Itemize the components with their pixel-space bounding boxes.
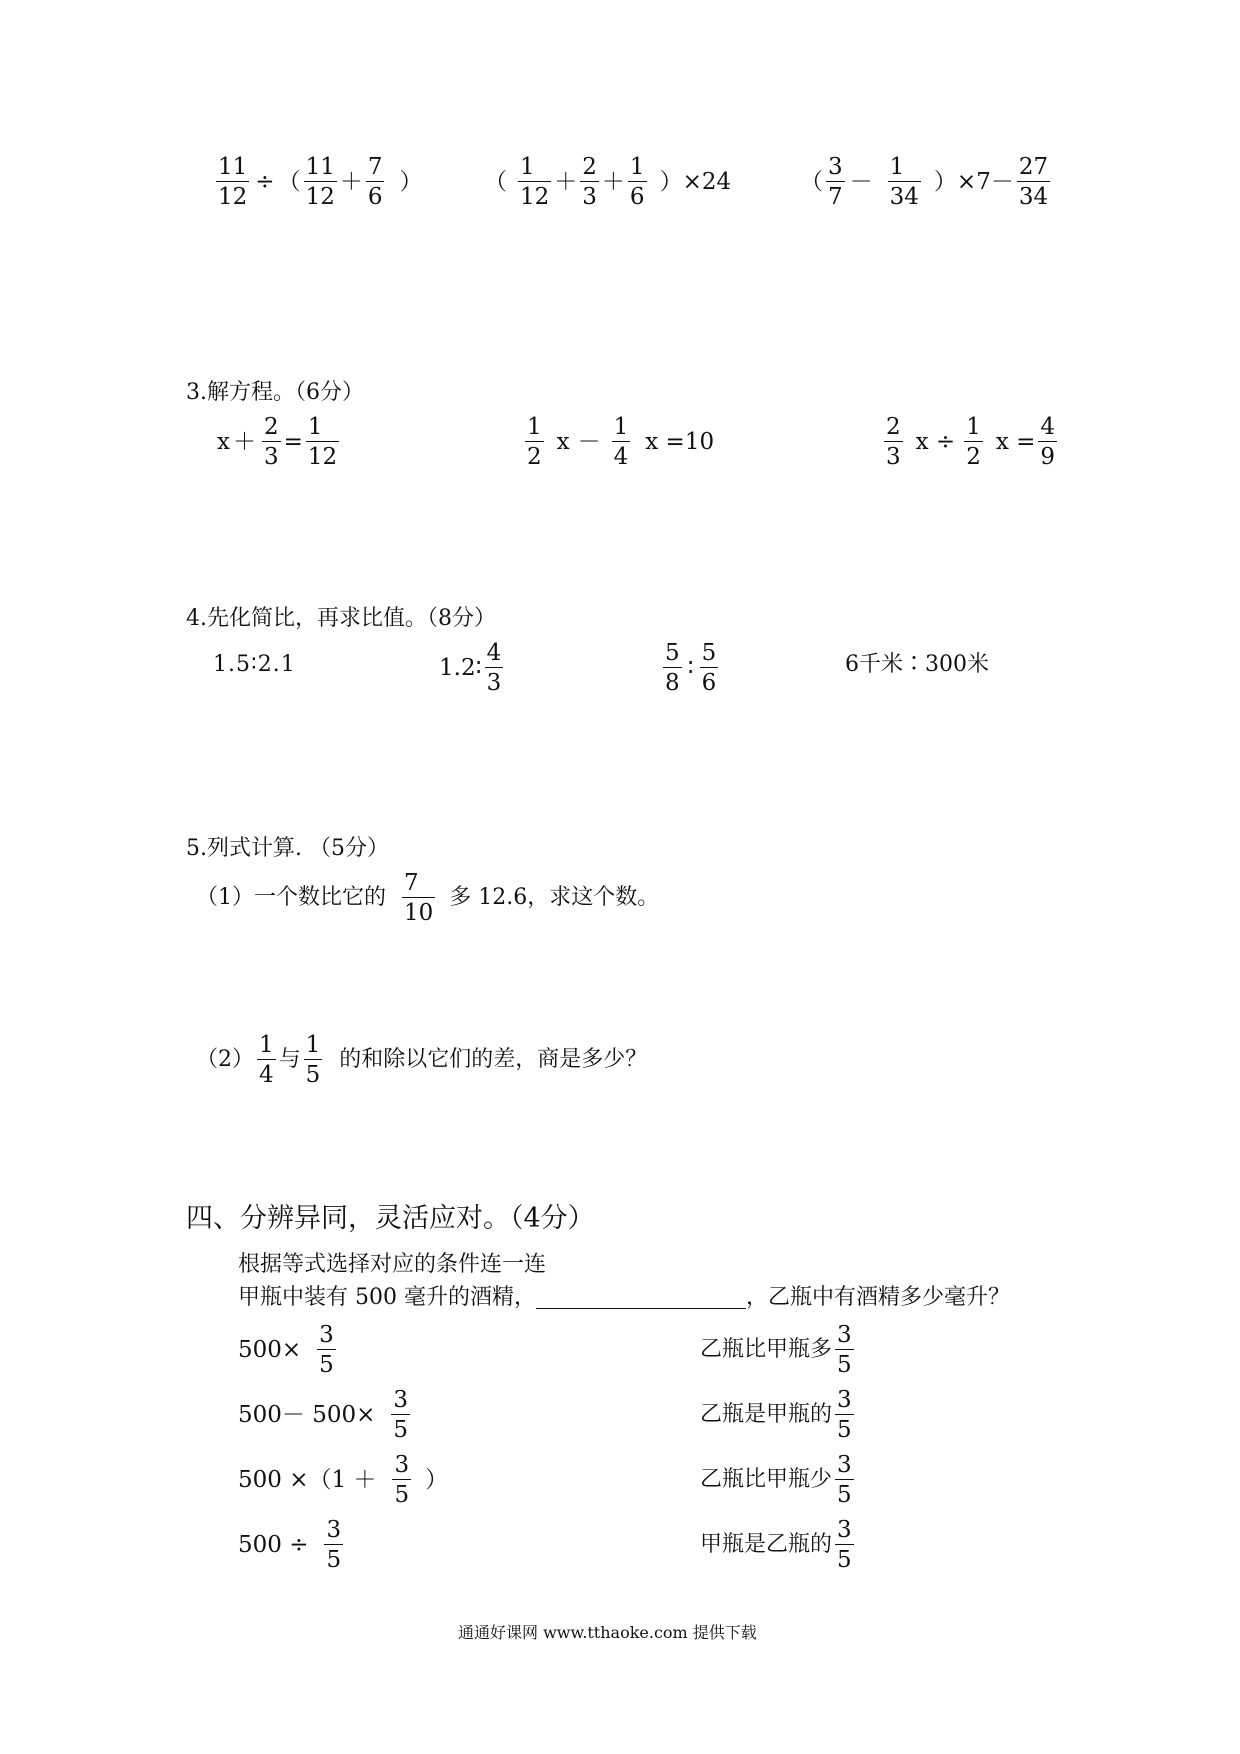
fraction: [835, 1322, 854, 1379]
denominator: 2: [966, 444, 981, 471]
fraction: [964, 414, 983, 471]
fraction: [700, 640, 719, 697]
numerator: 1: [525, 414, 544, 442]
denominator: 5: [326, 1547, 342, 1574]
numerator: 2: [262, 414, 281, 442]
numerator: 4: [1038, 414, 1057, 442]
denominator: 5: [393, 1417, 409, 1444]
part-middle: 与: [278, 1047, 301, 1073]
numerator: 1: [964, 414, 983, 442]
question-lead: 甲瓶中装有 500 毫升的酒精，: [238, 1285, 536, 1310]
denominator: 4: [613, 444, 629, 471]
numerator: 3: [835, 1452, 854, 1480]
fraction: [826, 154, 845, 211]
denominator: 4: [259, 1062, 274, 1089]
denominator: 5: [837, 1352, 852, 1379]
match-right-1: [700, 1322, 857, 1379]
denominator: 6: [701, 670, 717, 697]
fraction: [580, 154, 599, 211]
match-left-4: [238, 1517, 346, 1574]
question-5-part-2: [196, 1032, 647, 1089]
operator: ＋: [601, 168, 625, 195]
condition-text: 乙瓶比甲瓶多: [700, 1337, 833, 1363]
numerator: 11: [216, 154, 249, 182]
denominator: 7: [828, 184, 843, 211]
numerator: 1: [888, 154, 921, 182]
numerator: 3: [324, 1517, 343, 1545]
question-tail: ，乙瓶中有酒精多少毫升？: [745, 1285, 1010, 1310]
denominator: 34: [889, 184, 919, 211]
fraction: [835, 1387, 854, 1444]
expression-tail: ）: [425, 1466, 449, 1493]
ratio-3: [660, 640, 721, 697]
operator: －: [577, 428, 601, 455]
equation-tail: x =10: [645, 428, 715, 455]
fraction: [391, 1387, 410, 1444]
condition-text: 甲瓶是乙瓶的: [700, 1532, 833, 1558]
fraction: [216, 154, 249, 211]
numerator: 4: [485, 640, 504, 668]
denominator: 8: [665, 670, 680, 697]
fraction: [884, 414, 903, 471]
ratio-lead: 1.2∶: [439, 654, 482, 681]
fraction: [306, 414, 339, 471]
denominator: 3: [886, 444, 901, 471]
equation-middle: x ÷: [915, 428, 956, 455]
denominator: 12: [218, 184, 248, 211]
numerator: 1: [306, 414, 339, 442]
ratio-colon: ∶: [687, 654, 694, 681]
fraction: [612, 414, 631, 471]
part-lead: （1）一个数比它的: [196, 885, 386, 911]
question-4-title: 4.先化简比，再求比值。（8分）: [186, 606, 496, 631]
calc-expression-3: [800, 154, 1053, 211]
match-left-2: [238, 1387, 413, 1444]
expression-lead: 500×: [238, 1336, 302, 1363]
match-left-3: [238, 1452, 448, 1509]
fraction: [257, 1032, 276, 1089]
denominator: 5: [319, 1352, 334, 1379]
denominator: 34: [1018, 184, 1049, 211]
denominator: 12: [520, 184, 550, 211]
condition-text: 乙瓶比甲瓶少: [700, 1467, 833, 1493]
question-5-part-1: [196, 870, 659, 927]
part-lead: （2）: [196, 1047, 254, 1073]
denominator: 3: [582, 184, 597, 211]
numerator: 7: [366, 154, 385, 182]
denominator: 2: [527, 444, 542, 471]
denominator: 5: [837, 1482, 852, 1509]
fraction: [1017, 154, 1050, 211]
section-4-intro: 根据等式选择对应的条件连一连: [238, 1252, 547, 1277]
calc-expression-2: [484, 154, 731, 211]
variable-x: x: [217, 428, 230, 455]
paren: ）: [399, 168, 423, 195]
match-left-1: [238, 1322, 339, 1379]
numerator: 3: [317, 1322, 336, 1350]
denominator: 12: [307, 444, 338, 471]
numerator: 3: [391, 1387, 410, 1415]
paren: （: [277, 168, 301, 195]
variable-x: x: [556, 428, 570, 455]
part-tail: 的和除以它们的差，商是多少？: [339, 1047, 648, 1073]
ratio-2: [439, 640, 506, 697]
numerator: 1: [304, 1032, 323, 1060]
fraction: [525, 414, 544, 471]
match-right-2: [700, 1387, 857, 1444]
fraction: [324, 1517, 343, 1574]
numerator: 5: [700, 640, 719, 668]
denominator: 3: [263, 444, 279, 471]
answer-blank: [536, 1286, 746, 1309]
condition-text: 乙瓶是甲瓶的: [700, 1402, 833, 1428]
calc-expression-1: [213, 154, 422, 211]
denominator: 5: [394, 1482, 410, 1509]
numerator: 27: [1017, 154, 1050, 182]
match-right-3: [700, 1452, 857, 1509]
fraction: [663, 640, 682, 697]
operator: ＋: [339, 168, 363, 195]
fraction: [392, 1452, 411, 1509]
denominator: 10: [404, 900, 434, 927]
equation-2: [522, 414, 714, 471]
paren: （: [800, 168, 823, 195]
fraction: [1038, 414, 1057, 471]
fraction: [304, 154, 337, 211]
operator: －: [849, 168, 873, 195]
denominator: 5: [305, 1062, 321, 1089]
fraction: [888, 154, 921, 211]
expression-tail: ）×24: [659, 168, 732, 195]
question-3-title: 3.解方程。（6分）: [186, 380, 364, 405]
denominator: 5: [837, 1547, 852, 1574]
fraction: [402, 870, 435, 927]
expression-middle: ）×7－: [933, 168, 1014, 195]
denominator: 3: [486, 670, 502, 697]
numerator: 1: [628, 154, 647, 182]
ratio-1: 1.5∶2.1: [213, 652, 296, 677]
numerator: 1: [257, 1032, 276, 1060]
equation-1: [217, 414, 342, 471]
numerator: 5: [663, 640, 682, 668]
match-right-4: [700, 1517, 857, 1574]
ratio-4: 6千米∶300米: [845, 652, 989, 677]
denominator: 6: [629, 184, 645, 211]
section-4-question: [238, 1286, 1010, 1309]
fraction: [262, 414, 281, 471]
part-tail: 多 12.6，求这个数。: [449, 885, 660, 911]
fraction: [835, 1517, 854, 1574]
expression-lead: 500 ÷: [238, 1531, 309, 1558]
equation-tail: x =: [995, 428, 1036, 455]
denominator: 5: [837, 1417, 852, 1444]
expression-lead: 500－ 500×: [238, 1401, 376, 1428]
fraction: [304, 1032, 323, 1089]
numerator: 3: [835, 1322, 854, 1350]
fraction: [628, 154, 647, 211]
numerator: 3: [826, 154, 845, 182]
numerator: 2: [884, 414, 903, 442]
numerator: 3: [835, 1387, 854, 1415]
operator: ＋: [554, 168, 578, 195]
question-5-title: 5.列式计算. （5分）: [186, 836, 389, 861]
fraction: [366, 154, 385, 211]
numerator: 1: [612, 414, 631, 442]
section-4-title: 四、分辨异同，灵活应对。（4分）: [186, 1203, 595, 1234]
equals-sign: =: [283, 428, 303, 455]
operator: ÷: [255, 168, 275, 195]
fraction: [485, 640, 504, 697]
numerator: 11: [304, 154, 337, 182]
denominator: 6: [367, 184, 383, 211]
paren: （: [484, 168, 507, 195]
numerator: 3: [392, 1452, 411, 1480]
numerator: 3: [835, 1517, 854, 1545]
fraction: [518, 154, 551, 211]
expression-lead: 500 ×（1 ＋: [238, 1466, 377, 1493]
numerator: 1: [518, 154, 551, 182]
numerator: 7: [402, 870, 435, 898]
fraction: [835, 1452, 854, 1509]
numerator: 2: [580, 154, 599, 182]
operator: ＋: [232, 428, 256, 455]
fraction: [317, 1322, 336, 1379]
denominator: 9: [1040, 444, 1056, 471]
page-footer: 通通好课网 www.tthaoke.com 提供下载: [458, 1623, 757, 1642]
denominator: 12: [305, 184, 335, 211]
equation-3: [881, 414, 1060, 471]
